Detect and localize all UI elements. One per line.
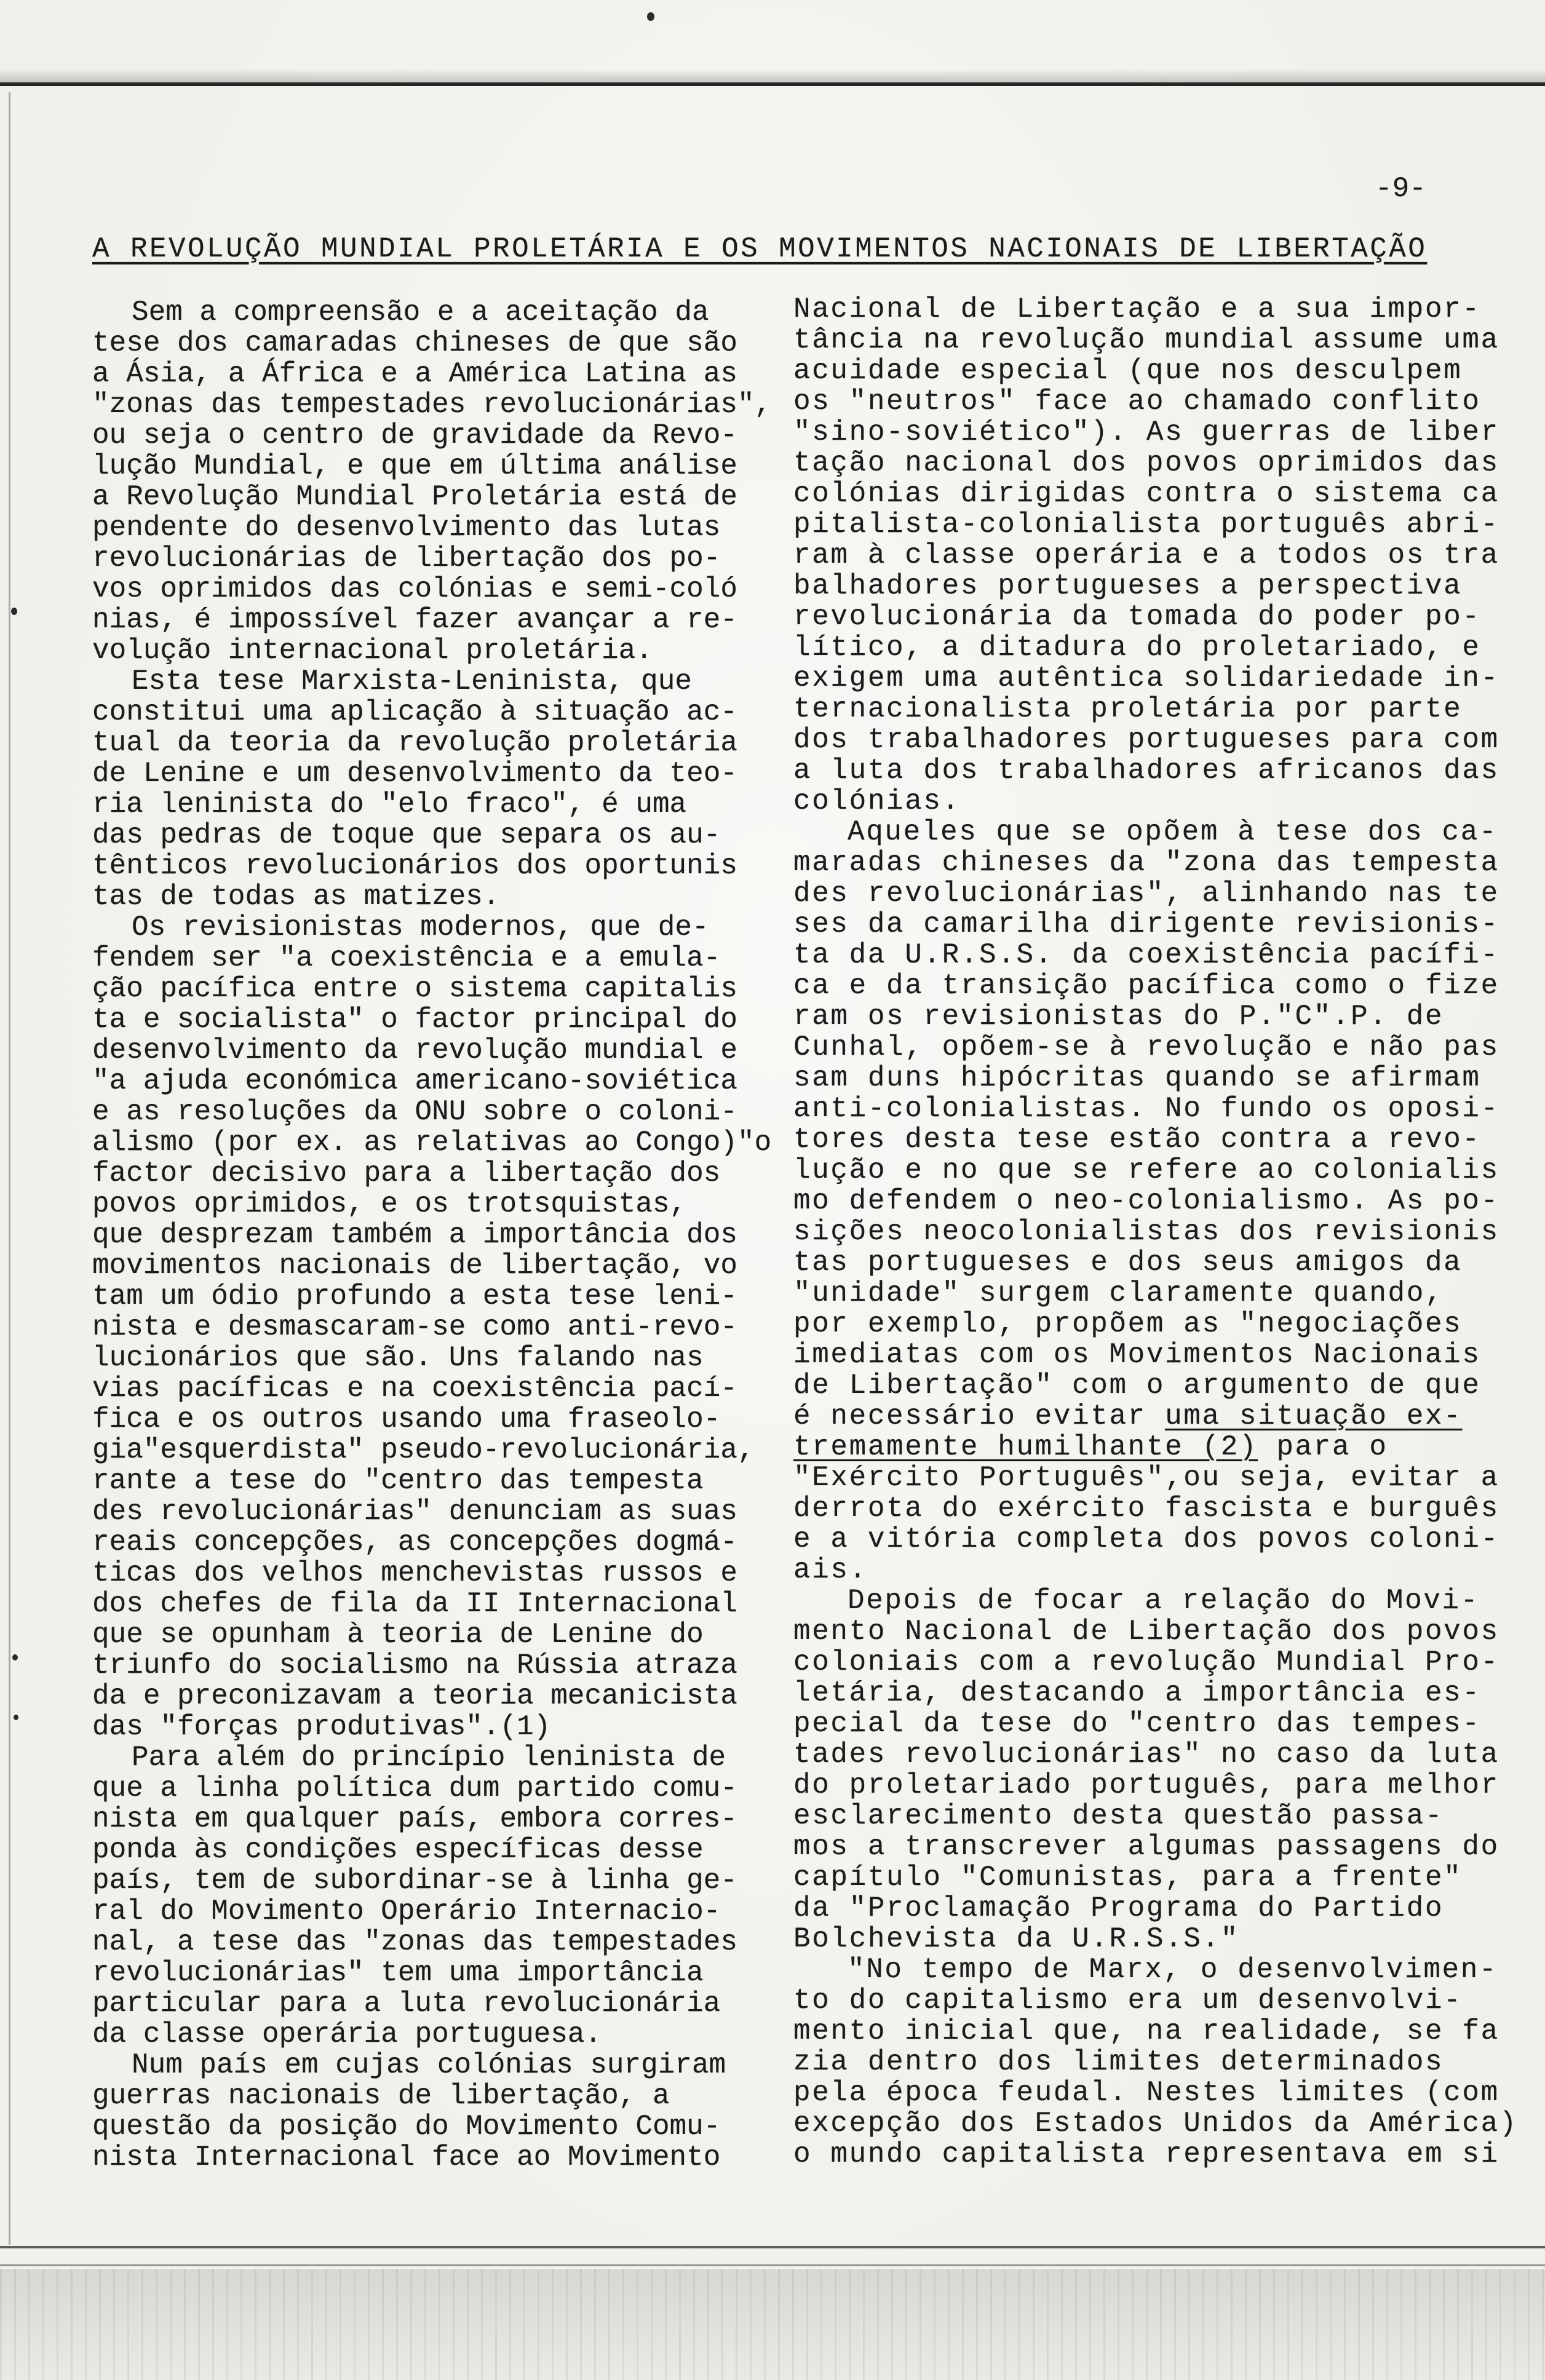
- text-line: exigem uma autêntica solidariedade in-: [793, 662, 1499, 694]
- text-line: "a ajuda económica americano-soviética: [92, 1065, 737, 1097]
- text-line: esclarecimento desta questão passa-: [793, 1800, 1444, 1832]
- text-line: Depois de focar a relação do Movi-: [848, 1585, 1479, 1617]
- text-line: tas de todas as matizes.: [92, 881, 500, 913]
- text-line: da "Proclamação Programa do Partido: [793, 1892, 1444, 1924]
- text-line: lução e no que se refere ao colonialis: [793, 1154, 1499, 1186]
- text-line: a Revolução Mundial Proletária está de: [92, 481, 737, 513]
- text-line: pendente do desenvolvimento das lutas: [92, 512, 721, 544]
- text-line: excepção dos Estados Unidos da América): [793, 2108, 1518, 2140]
- text-line: nista em qualquer país, embora corres-: [92, 1803, 737, 1835]
- text-line: maradas chineses da "zona das tempesta: [793, 847, 1499, 879]
- text-line: ram os revisionistas do P."C".P. de: [793, 1001, 1444, 1033]
- paragraph: [92, 912, 775, 1742]
- text-line: das pedras de toque que separa os au-: [92, 819, 721, 851]
- text-line: vos oprimidos das colónias e semi-coló: [92, 573, 737, 605]
- scan-speck: [14, 1715, 18, 1720]
- text-line: pitalista-colonialista português abri-: [793, 509, 1499, 541]
- text-line: Aqueles que se opõem à tese dos ca-: [848, 816, 1498, 848]
- text-line: mento inicial que, na realidade, se fa: [793, 2015, 1499, 2047]
- text-line: derrota do exército fascista e burguês: [793, 1493, 1499, 1525]
- text-line: desenvolvimento da revolução mundial e: [92, 1034, 737, 1066]
- text-line: lução Mundial, e que em última análise: [92, 450, 737, 482]
- paragraph: [92, 1742, 775, 2050]
- scan-border: [0, 2269, 1545, 2380]
- text-line: nista e desmascaram-se como anti-revo-: [92, 1311, 737, 1343]
- paragraph: [793, 817, 1531, 1585]
- text-line: guerras nacionais de libertação, a: [92, 2080, 670, 2112]
- text-line: a Ásia, a África e a América Latina as: [92, 358, 737, 390]
- text-line: da classe operária portuguesa.: [92, 2018, 602, 2050]
- text-line: ou seja o centro de gravidade da Revo-: [92, 419, 737, 451]
- text-line: letária, destacando a importância es-: [793, 1677, 1481, 1709]
- text-line: pela época feudal. Nestes limites (com: [793, 2077, 1499, 2109]
- text-line: país, tem de subordinar-se à linha ge-: [92, 1865, 737, 1897]
- text-line: coloniais com a revolução Mundial Pro-: [793, 1646, 1499, 1678]
- underlined-text: uma situação ex-: [1165, 1400, 1463, 1432]
- text-line: nal, a tese das "zonas das tempestades: [92, 1926, 737, 1958]
- text-line: ram à classe operária e a todos os tra: [793, 539, 1499, 571]
- text-line: tância na revolução mundial assume uma: [793, 324, 1499, 356]
- text-line: to do capitalismo era um desenvolvi-: [793, 1985, 1463, 2017]
- text-line: das "forças produtivas".(1): [92, 1711, 551, 1743]
- text-line: balhadores portugueses a perspectiva: [793, 570, 1463, 602]
- text-line: que se opunham à teoria de Lenine do: [92, 1619, 704, 1651]
- text-line: Num país em cujas colónias surgiram: [132, 2049, 726, 2081]
- text-line: revolucionária da tomada do poder po-: [793, 601, 1481, 633]
- text-line: os "neutros" face ao chamado conflito: [793, 386, 1481, 418]
- text-line: Bolchevista da U.R.S.S.": [793, 1923, 1239, 1955]
- text-line: de Libertação" com o argumento de que: [793, 1370, 1481, 1402]
- text-line: ta da U.R.S.S. da coexistência pacífi-: [793, 939, 1499, 971]
- underlined-text: tremamente humilhante (2): [793, 1431, 1258, 1463]
- text-line: de Lenine e um desenvolvimento da teo-: [92, 758, 737, 790]
- text-line: tam um ódio profundo a esta tese leni-: [92, 1280, 737, 1312]
- text-line: dos chefes de fila da II Internacional: [92, 1588, 737, 1620]
- text-line: constitui uma aplicação à situação ac-: [92, 696, 737, 728]
- text-line: ria leninista do "elo fraco", é uma: [92, 788, 687, 820]
- text-line: e as resoluções da ONU sobre o coloni-: [92, 1096, 737, 1128]
- paragraph: [793, 1585, 1531, 1954]
- text-line: [793, 1432, 1531, 1462]
- text-line: mento Nacional de Libertação dos povos: [793, 1616, 1499, 1648]
- text-line: "No tempo de Marx, o desenvolvimen-: [848, 1954, 1498, 1986]
- text-line: tênticos revolucionários dos oportunis: [92, 850, 737, 882]
- text-line: ternacionalista proletária por parte: [793, 693, 1463, 725]
- text-line: vias pacíficas e na coexistência pací-: [92, 1373, 737, 1405]
- text-line: zia dentro dos limites determinados: [793, 2046, 1444, 2078]
- text-line: "unidade" surgem claramente quando,: [793, 1277, 1444, 1309]
- text-line: a luta dos trabalhadores africanos das: [793, 755, 1499, 787]
- text-line: ais.: [793, 1554, 868, 1586]
- text-line: sam duns hipócritas quando se afirmam: [793, 1062, 1481, 1094]
- text-line: o mundo capitalista representava em si: [793, 2138, 1499, 2170]
- text-segment: para o: [1258, 1431, 1388, 1463]
- text-line: factor decisivo para a libertação dos: [92, 1157, 721, 1189]
- text-line: nias, é impossível fazer avançar a re-: [92, 604, 737, 636]
- text-line: que a linha política dum partido comu-: [92, 1772, 737, 1804]
- text-line: imediatas com os Movimentos Nacionais: [793, 1339, 1481, 1371]
- text-line: ponda às condições específicas desse: [92, 1834, 704, 1866]
- text-line: pecial da tese do "centro das tempes-: [793, 1708, 1481, 1740]
- scan-speck: [647, 12, 654, 21]
- text-line: tas portugueses e dos seus amigos da: [793, 1247, 1463, 1279]
- text-line: acuidade especial (que nos desculpem: [793, 355, 1463, 387]
- text-line: tores desta tese estão contra a revo-: [793, 1124, 1481, 1156]
- scan-speck: [11, 608, 17, 615]
- text-line: ta e socialista" o factor principal do: [92, 1004, 737, 1036]
- scan-speck: [12, 1654, 18, 1660]
- text-line: ção pacífica entre o sistema capitalis: [92, 973, 737, 1005]
- text-segment: é necessário evitar: [793, 1400, 1166, 1432]
- text-line: "zonas das tempestades revolucionárias",: [92, 389, 772, 421]
- left-margin-line: [9, 92, 10, 2245]
- text-line: por exemplo, propõem as "negociações: [793, 1308, 1463, 1340]
- scan-shadow: [0, 69, 1545, 82]
- text-line: Para além do princípio leninista de: [132, 1742, 726, 1774]
- text-line: do proletariado português, para melhor: [793, 1769, 1499, 1801]
- text-line: des revolucionárias" denunciam as suas: [92, 1496, 737, 1528]
- text-line: [793, 1401, 1531, 1432]
- text-line: tual da teoria da revolução proletária: [92, 727, 737, 759]
- text-line: povos oprimidos, e os trotsquistas,: [92, 1188, 687, 1220]
- text-line: particular para a luta revolucionária: [92, 1988, 721, 2020]
- text-line: Sem a compreensão e a aceitação da: [132, 296, 709, 328]
- text-line: anti-colonialistas. No fundo os oposi-: [793, 1093, 1499, 1125]
- text-line: colónias dirigidas contra o sistema ca: [793, 478, 1499, 510]
- paragraph: [92, 297, 775, 666]
- text-line: ses da camarilha dirigente revisionis-: [793, 908, 1499, 940]
- text-line: questão da posição do Movimento Comu-: [92, 2111, 721, 2143]
- paragraph: [793, 1954, 1531, 2170]
- right-column: [793, 294, 1531, 2170]
- document-title: A REVOLUÇÃO MUNDIAL PROLETÁRIA E OS MOVIMENTOS NACIONAIS DE LIBERTAÇÃO: [92, 233, 1428, 265]
- text-line: tades revolucionárias" no caso da luta: [793, 1739, 1499, 1771]
- text-line: triunfo do socialismo na Rússia atraza: [92, 1649, 737, 1681]
- text-line: alismo (por ex. as relativas ao Congo)"o: [92, 1127, 772, 1159]
- text-line: da e preconizavam a teoria mecanicista: [92, 1680, 737, 1712]
- text-line: mo defendem o neo-colonialismo. As po-: [793, 1185, 1499, 1217]
- text-line: e a vitória completa dos povos coloni-: [793, 1523, 1499, 1555]
- text-line: rante a tese do "centro das tempesta: [92, 1465, 704, 1497]
- text-line: gia"esquerdista" pseudo-revolucionária,: [92, 1434, 755, 1466]
- bottom-rule: [0, 2264, 1545, 2266]
- text-line: dos trabalhadores portugueses para com: [793, 724, 1499, 756]
- text-line: "sino-soviético"). As guerras de liber: [793, 416, 1499, 448]
- text-line: lucionários que são. Uns falando nas: [92, 1342, 704, 1374]
- text-line: fendem ser "a coexistência e a emula-: [92, 942, 721, 974]
- text-line: que desprezam também a importância dos: [92, 1219, 737, 1251]
- text-line: capítulo "Comunistas, para a frente": [793, 1862, 1463, 1894]
- text-line: colónias.: [793, 785, 961, 817]
- text-line: Nacional de Libertação e a sua impor-: [793, 293, 1481, 325]
- text-line: tação nacional dos povos oprimidos das: [793, 447, 1499, 479]
- text-line: sições neocolonialistas dos revisionis: [793, 1216, 1499, 1248]
- text-line: ticas dos velhos menchevistas russos e: [92, 1557, 737, 1589]
- text-line: mos a transcrever algumas passagens do: [793, 1831, 1499, 1863]
- text-line: Os revisionistas modernos, que de-: [132, 911, 709, 943]
- paragraph: [92, 2050, 775, 2173]
- text-line: Esta tese Marxista-Leninista, que: [132, 665, 692, 697]
- paragraph: [793, 294, 1531, 817]
- text-line: lítico, a ditadura do proletariado, e: [793, 632, 1481, 664]
- text-line: nista Internacional face ao Movimento: [92, 2141, 721, 2173]
- text-line: reais concepções, as concepções dogmá-: [92, 1526, 737, 1558]
- text-line: volução internacional proletária.: [92, 635, 653, 667]
- text-line: "Exército Português",ou seja, evitar a: [793, 1462, 1499, 1494]
- text-line: Cunhal, opõem-se à revolução e não pas: [793, 1031, 1499, 1063]
- text-line: fica e os outros usando uma fraseolo-: [92, 1403, 721, 1435]
- text-line: tese dos camaradas chineses de que são: [92, 327, 737, 359]
- paragraph: [92, 666, 775, 912]
- top-rule: [0, 82, 1545, 86]
- bottom-rule: [0, 2246, 1545, 2248]
- left-column: [92, 297, 775, 2173]
- text-line: movimentos nacionais de libertação, vo: [92, 1250, 737, 1282]
- text-line: ral do Movimento Operário Internacio-: [92, 1895, 721, 1927]
- text-line: revolucionárias" tem uma importância: [92, 1957, 704, 1989]
- text-line: des revolucionárias", alinhando nas te: [793, 878, 1499, 910]
- text-line: ca e da transição pacífica como o fize: [793, 970, 1499, 1002]
- page-number: -9-: [1375, 173, 1426, 205]
- text-line: revolucionárias de libertação dos po-: [92, 542, 721, 574]
